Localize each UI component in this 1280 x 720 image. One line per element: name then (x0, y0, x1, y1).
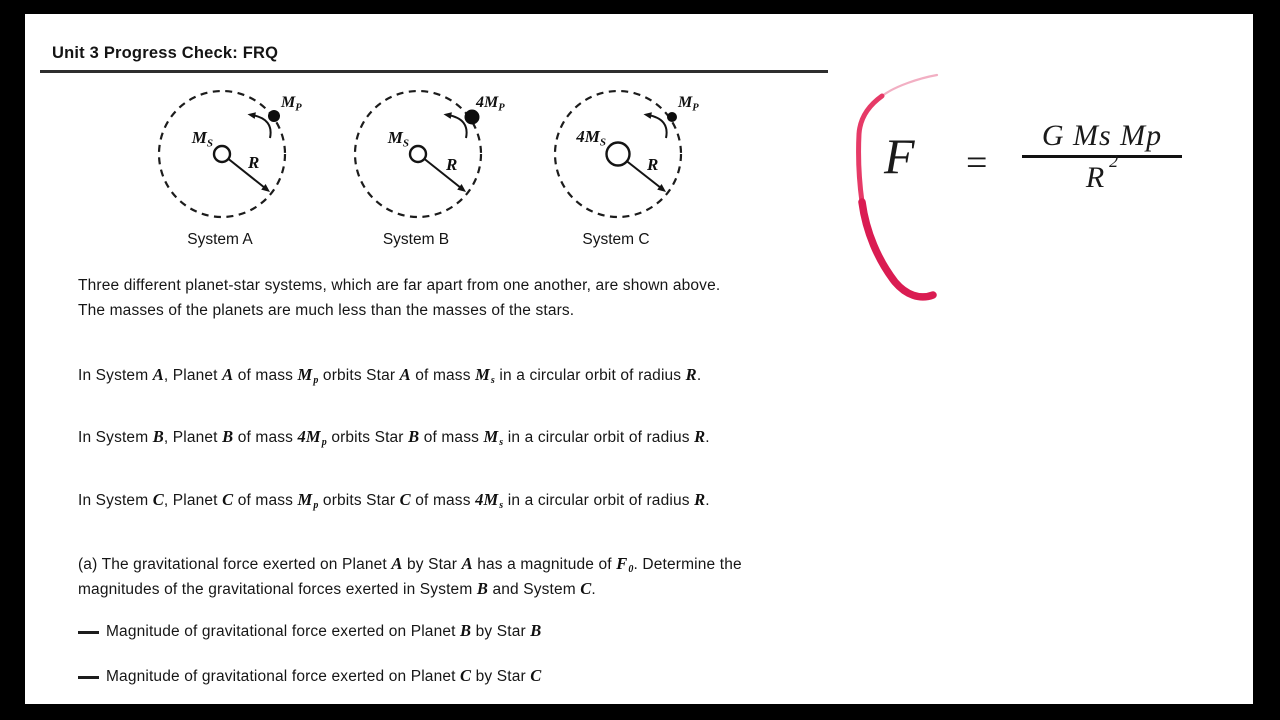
orbit-direction-arrowhead-icon (444, 112, 452, 119)
text-run: and System (488, 581, 581, 598)
physics-symbol: $M_p$ (297, 490, 319, 511)
physics-symbol: $4M_p$ (297, 427, 327, 448)
physics-symbol: B (476, 579, 488, 598)
system-c-description (78, 490, 710, 511)
question-part-a-line-2 (78, 579, 596, 599)
text-run: In System (78, 429, 153, 446)
text-run: . Determine the (633, 556, 742, 573)
system-a-figure (150, 86, 325, 258)
marker-stroke-main (862, 202, 933, 297)
physics-symbol: $M_s$ (483, 427, 504, 448)
text-run: , Planet (163, 492, 223, 509)
text-run: of mass (233, 367, 298, 384)
denominator-exponent: 2 (1109, 151, 1119, 171)
text-run: orbits Star (318, 367, 400, 384)
question-part-a-line-1 (78, 554, 742, 575)
planet-dot (268, 110, 280, 122)
radius-label: R (647, 155, 659, 174)
orbit-direction-arrow (448, 115, 467, 138)
intro-paragraph-line-2: The masses of the planets are much less than the masses of the stars. (78, 302, 575, 319)
text-run: In System (78, 492, 153, 509)
system-b-figure (346, 86, 521, 258)
page-title: Unit 3 Progress Check: FRQ (52, 44, 279, 62)
physics-symbol: B (530, 621, 542, 640)
text-run: orbits Star (318, 492, 400, 509)
physics-symbol: R (694, 490, 706, 509)
intro-paragraph-line-1: Three different planet-star systems, which are far apart from one another, are shown above. (78, 277, 721, 294)
physics-symbol: $4M_s$ (475, 490, 504, 511)
physics-symbol: A (461, 554, 473, 573)
physics-symbol: C (530, 666, 542, 685)
text-run: has a magnitude of (472, 556, 617, 573)
text-run: by Star (402, 556, 462, 573)
physics-symbol: C (222, 490, 234, 509)
formula-lhs: F (884, 128, 915, 184)
text-run: in a circular orbit of radius (503, 429, 695, 446)
physics-symbol: C (399, 490, 411, 509)
physics-symbol: C (460, 666, 472, 685)
orbit-direction-arrow (252, 115, 271, 138)
physics-symbol: $M_s$ (475, 365, 495, 386)
formula-equals: = (966, 142, 988, 184)
star-mass-label: $M_S$ (387, 128, 409, 150)
text-run: Magnitude of gravitational force exerted on Planet (106, 668, 461, 685)
physics-symbol: A (222, 365, 234, 384)
star-mass-label: $M_S$ (191, 128, 213, 150)
physics-symbol: C (152, 490, 164, 509)
star-circle (607, 143, 630, 166)
orbit-direction-arrowhead-icon (248, 112, 256, 119)
physics-symbol: A (399, 365, 411, 384)
system-caption: System A (187, 231, 253, 248)
text-run: . (705, 492, 710, 509)
physics-symbol: B (222, 427, 234, 446)
text-run: of mass (233, 492, 298, 509)
system-c-figure (546, 86, 721, 258)
text-run: Magnitude of gravitational force exerted on Planet (106, 623, 461, 640)
physics-symbol: A (391, 554, 403, 573)
denominator-base: R (1085, 161, 1105, 194)
system-b-description (78, 427, 710, 448)
text-run: In System (78, 367, 153, 384)
document-page (25, 14, 1253, 704)
formula-denominator (1022, 151, 1182, 195)
star-circle (214, 146, 230, 162)
text-run: . (705, 429, 710, 446)
pink-marker-stroke (850, 62, 950, 312)
text-run: of mass (410, 367, 476, 384)
physics-symbol: B (408, 427, 420, 446)
system-caption: System C (582, 231, 650, 248)
marker-stroke-tail (882, 75, 937, 96)
physics-symbol: B (460, 621, 472, 640)
formula-fraction (1022, 119, 1182, 195)
text-run: orbits Star (326, 429, 409, 446)
text-run: by Star (471, 623, 531, 640)
planet-mass-label: $M_P$ (281, 94, 302, 114)
text-run: (a) The gravitational force exerted on Planet (78, 556, 392, 573)
text-run: of mass (233, 429, 298, 446)
formula-numerator: G Ms Mp (1041, 119, 1163, 152)
radius-label: R (446, 155, 458, 174)
answer-line-planet-c (78, 666, 541, 686)
orbit-direction-arrow (648, 115, 667, 138)
planet-mass-label: $M_P$ (678, 94, 699, 114)
title-divider (40, 70, 828, 73)
system-a-description (78, 365, 701, 386)
star-mass-label: $4M_S$ (576, 127, 606, 149)
planet-dot (667, 112, 677, 122)
marker-stroke-mid (859, 96, 882, 202)
physics-symbol: $M_p$ (297, 365, 319, 386)
planet-dot (465, 110, 480, 125)
fraction-bar (1022, 155, 1182, 158)
physics-symbol: B (152, 427, 164, 446)
text-run: , Planet (163, 429, 223, 446)
text-run: , Planet (163, 367, 223, 384)
text-run: . (696, 367, 702, 384)
radius-label: R (248, 153, 260, 172)
text-run: by Star (471, 668, 531, 685)
system-caption: System B (382, 231, 450, 248)
text-run: of mass (410, 492, 476, 509)
physics-symbol: $F_0$ (616, 554, 634, 575)
star-circle (410, 146, 426, 162)
orbit-direction-arrowhead-icon (644, 112, 652, 119)
answer-blank (78, 676, 99, 679)
text-run: . (591, 581, 596, 598)
text-run: of mass (419, 429, 484, 446)
physics-symbol: A (152, 365, 164, 384)
text-run: magnitudes of the gravitational forces exerted in System (78, 581, 477, 598)
physics-symbol: C (580, 579, 592, 598)
physics-symbol: R (685, 365, 697, 384)
answer-line-planet-b (78, 621, 541, 641)
text-run: in a circular orbit of radius (503, 492, 695, 509)
text-run: in a circular orbit of radius (494, 367, 686, 384)
answer-blank (78, 631, 99, 634)
planet-mass-label: $4M_P$ (476, 94, 505, 114)
physics-symbol: R (694, 427, 706, 446)
